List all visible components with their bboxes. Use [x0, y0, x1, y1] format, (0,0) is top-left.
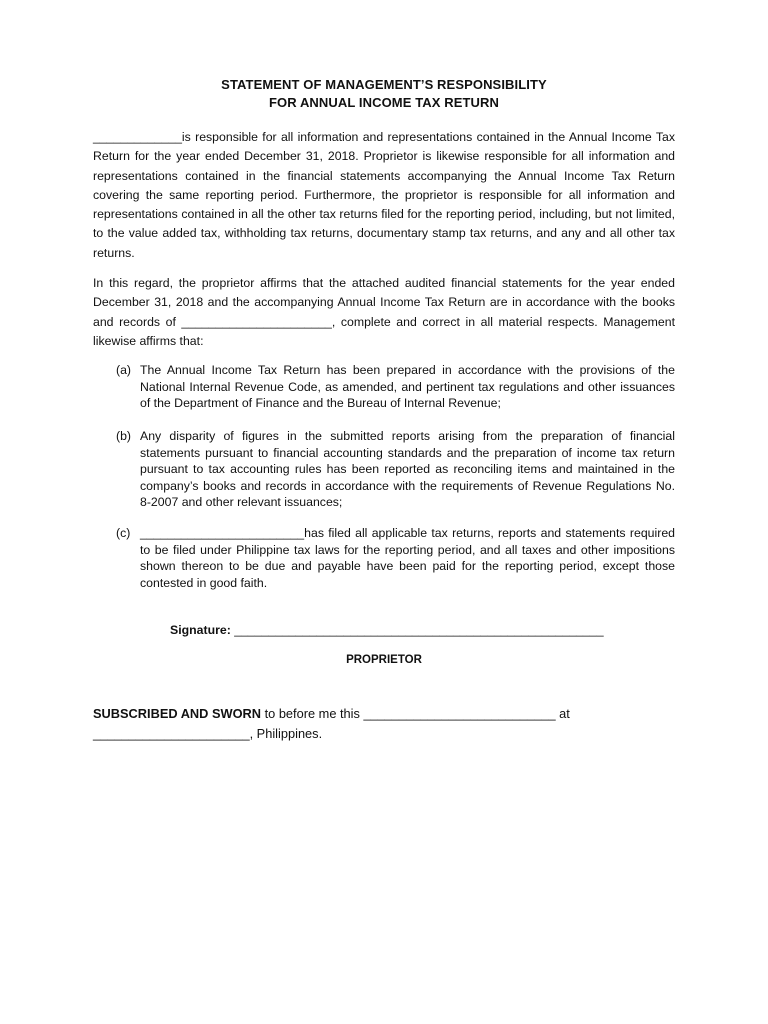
responsibility-paragraph: _____________is responsible for all information and representations contained in the Annual Income Tax Return for the year ended December 31, 2018. Proprietor is likewise responsible for all information and representations contained in the financial statements accompanying the Annual Income Tax Return covering the same reporting period. Furthermore, the proprietor is responsible for all information and representations contained in all the other tax returns filed for the reporting period, including, but not limited, to the value added tax, withholding tax returns, documentary stamp tax returns, and any and all other tax returns.	[93, 130, 675, 260]
list-marker: (b)	[116, 429, 132, 443]
signature-blank: ______________________________________________________	[234, 623, 604, 637]
jurat-heading: SUBSCRIBED AND SWORN	[93, 706, 262, 721]
list-marker: (a)	[116, 363, 132, 377]
jurat-text: to before me this ___________________________ at	[261, 706, 570, 721]
list-item-text: The Annual Income Tax Return has been prepared in accordance with the provisions of the National Internal Revenue Code, as amended, and pertinent tax regulations and other issuances of the Department of Finance and the Bureau of Internal Revenue;	[140, 363, 675, 411]
document-title-line1: STATEMENT OF MANAGEMENT’S RESPONSIBILITY	[221, 77, 547, 92]
document-title-line2: FOR ANNUAL INCOME TAX RETURN	[268, 95, 500, 110]
proprietor-label: PROPRIETOR	[346, 654, 422, 666]
list-item-text: Any disparity of figures in the submitted reports arising from the preparation of financial statements pursuant to financial accounting standards and the preparation of income tax return pursuant to tax accounting rules has been reported as reconciling items and maintained in the company’s books and records in accordance with the requirements of Revenue Regulations No. 8-2007 and other relevant issuances;	[140, 429, 675, 510]
jurat	[93, 704, 675, 744]
jurat-line1	[93, 704, 675, 724]
list-item-text: ________________________has filed all applicable tax returns, reports and statements required to be filed under Philippine tax laws for the reporting period, and all taxes and other impositions shown thereon to be due and payable have been paid for the reporting period, except those contested in good faith.	[140, 526, 675, 590]
signature-line	[170, 623, 604, 637]
list-marker: (c)	[116, 526, 131, 540]
affirmation-paragraph: In this regard, the proprietor affirms that the attached audited financial statements for the year ended December 31, 2018 and the accompanying Annual Income Tax Return are in accordance with the books and records of ______________________, complete and correct in all material respects. Management likewise affirms that:	[93, 276, 675, 348]
jurat-line2: ______________________, Philippines.	[93, 726, 323, 741]
signature-label: Signature:	[170, 623, 231, 637]
